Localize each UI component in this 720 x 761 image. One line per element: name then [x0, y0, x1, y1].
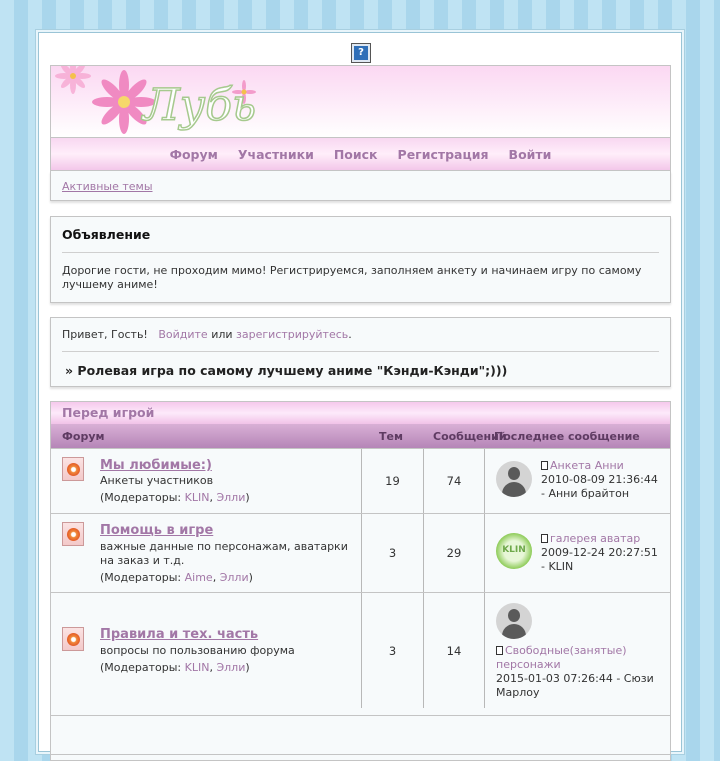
welcome-box — [50, 317, 671, 387]
avatar: KLIN — [496, 533, 532, 569]
topics-count: 3 — [361, 514, 423, 592]
forum-description: вопросы по пользованию форума — [100, 644, 295, 657]
posts-count: 14 — [423, 593, 484, 708]
greeting-text: Привет, Гость! — [62, 328, 148, 341]
forum-row — [51, 448, 670, 513]
moderator-link[interactable]: Элли — [219, 571, 249, 584]
divider — [62, 252, 659, 253]
nav-forum[interactable]: Форум — [169, 146, 218, 162]
forum-description: важные данные по персонажам, аватарки на заказ и т.д. — [100, 540, 348, 567]
moderator-link[interactable]: Элли — [216, 491, 246, 504]
last-post-info — [541, 532, 658, 574]
last-topic-link[interactable]: Свободные(занятые) персонажи — [496, 644, 627, 671]
nav-login[interactable]: Войти — [508, 146, 552, 162]
nav-members[interactable]: Участники — [237, 146, 314, 162]
help-icon: ? — [354, 46, 368, 60]
forum-link[interactable]: Помощь в игре — [100, 523, 214, 538]
forum-moderators: (Модераторы: KLIN, Элли) — [100, 491, 250, 504]
forum-row — [51, 592, 670, 708]
forum-link[interactable]: Правила и тех. часть — [100, 627, 259, 642]
last-topic-link[interactable]: галерея аватар — [550, 532, 641, 545]
help-button[interactable] — [351, 43, 371, 63]
moderator-link[interactable]: KLIN — [184, 661, 210, 674]
guest-greeting-line: Привет, Гость! Войдите или зарегистрируйтесь. — [62, 328, 352, 341]
announcement-title: Объявление — [62, 227, 151, 242]
last-topic-link[interactable]: Анкета Анни — [550, 459, 624, 472]
header-flowers-art — [51, 66, 671, 137]
forum-moderators: (Модераторы: KLIN, Элли) — [100, 661, 250, 674]
column-forum: Форум — [62, 429, 105, 443]
last-post-author: - Анни брайтон — [541, 487, 630, 500]
last-post-date-author: 2015-01-03 07:26:44 - Сюзи Марлоу — [496, 672, 654, 699]
document-icon — [541, 534, 548, 543]
next-category-box — [50, 715, 671, 755]
column-last-post: Последнее сообщение — [494, 429, 640, 443]
posts-count: 29 — [423, 514, 484, 592]
forum-row — [51, 513, 670, 592]
flower-icon — [55, 66, 91, 94]
last-post-date: 2009-12-24 20:27:51 — [541, 546, 658, 559]
login-link[interactable]: Войдите — [158, 328, 208, 341]
forum-status-icon — [62, 627, 84, 651]
topics-count: 3 — [361, 593, 423, 708]
document-icon — [496, 646, 503, 655]
forum-status-icon — [62, 457, 84, 481]
column-topics: Тем — [379, 429, 403, 443]
forum-tagline: » Ролевая игра по самому лучшему аниме "Кэнди-Кэнди";))) — [65, 363, 508, 378]
divider — [62, 351, 659, 352]
forum-page — [38, 32, 682, 752]
avatar — [496, 603, 532, 639]
active-topics-link[interactable]: Активные темы — [62, 180, 153, 193]
last-post-info — [496, 644, 666, 700]
moderator-link[interactable]: Элли — [216, 661, 246, 674]
forum-category — [50, 401, 671, 761]
forum-description: Анкеты участников — [100, 474, 214, 487]
forum-logo-text: Лубь — [143, 80, 257, 131]
forum-moderators: (Модераторы: Aime, Элли) — [100, 571, 253, 584]
moderator-link[interactable]: Aime — [184, 571, 213, 584]
forum-link[interactable]: Мы любимые:) — [100, 458, 212, 473]
register-link[interactable]: зарегистрируйтесь — [236, 328, 349, 341]
topics-count: 19 — [361, 449, 423, 513]
column-posts: Сообщений — [433, 429, 507, 443]
main-navigation — [50, 137, 671, 171]
posts-count: 74 — [423, 449, 484, 513]
category-title: Перед игрой — [51, 402, 670, 424]
nav-search[interactable]: Поиск — [333, 146, 378, 162]
announcement-box — [50, 216, 671, 303]
last-post-info — [541, 459, 658, 501]
announcement-text: Дорогие гости, не проходим мимо! Регистрируемся, заполняем анкету и начинаем игру по самому лучшему аниме! — [62, 264, 642, 291]
nav-register[interactable]: Регистрация — [397, 146, 489, 162]
last-post-author: - KLIN — [541, 560, 574, 573]
last-post-date: 2010-08-09 21:36:44 — [541, 473, 658, 486]
forum-status-icon — [62, 522, 84, 546]
avatar — [496, 461, 532, 497]
or-text: или — [211, 328, 233, 341]
sub-links-bar — [50, 171, 671, 201]
forum-header-banner — [50, 65, 671, 137]
forum-table-header — [51, 424, 670, 448]
moderator-link[interactable]: KLIN — [184, 491, 210, 504]
document-icon — [541, 461, 548, 470]
